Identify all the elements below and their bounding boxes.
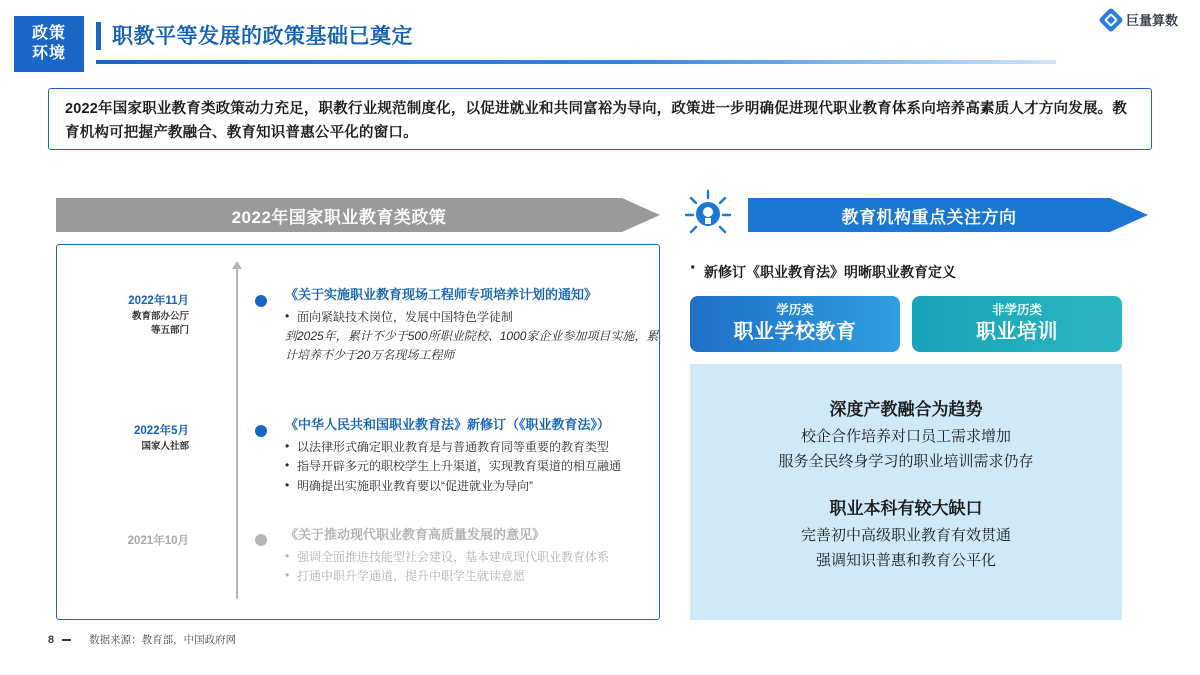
timeline-dot (255, 295, 267, 307)
source-note: 数据来源：教育部，中国政府网 (89, 634, 237, 646)
focus-panel-spacer (690, 475, 1122, 495)
timeline-bullet: • 指导开辟多元的职校学生上升渠道，实现教育渠道的相互融通 (285, 457, 669, 476)
footer (48, 632, 236, 647)
focus-block-line: 完善初中高级职业教育有效贯通 (800, 526, 1011, 544)
timeline-date-text: 2021年10月 (127, 535, 189, 547)
timeline-bullet: • 明确提出实施职业教育要以“促进就业为导向” (285, 477, 669, 496)
focus-block-line: 校企合作培养对口员工需求增加 (800, 428, 1011, 446)
timeline-dot (255, 534, 267, 546)
timeline-body (285, 285, 669, 364)
focus-block-heading: 深度产教融合为趋势 (829, 400, 983, 419)
focus-block-line: 强调知识普惠和教育公平化 (815, 551, 996, 569)
left-section-banner (56, 198, 660, 232)
title-underline (96, 60, 1056, 64)
brand-logo (1102, 10, 1178, 29)
timeline-dot (255, 425, 267, 437)
pill-subtitle: 学历类 (776, 303, 814, 318)
page-dash-icon (62, 639, 71, 641)
right-panel-bullet: · 新修订《职业教育法》明晰职业教育定义 (690, 262, 956, 282)
lightbulb-icon (682, 188, 734, 240)
timeline-org-line1: 国家人社部 (141, 441, 189, 453)
timeline-heading: 《中华人民共和国职业教育法》新修订（《职业教育法》） (285, 417, 611, 432)
focus-block-heading: 职业本科有较大缺口 (829, 498, 983, 518)
pill-title: 职业培训 (976, 320, 1058, 343)
pill-title: 职业学校教育 (733, 320, 857, 343)
diamond-logo-icon (1098, 7, 1123, 32)
timeline-bullet: • 以法律形式确定职业教育是与普通教育同等重要的教育类型 (285, 438, 669, 457)
category-pill-academic (690, 296, 900, 352)
focus-panel (690, 364, 1122, 620)
section-tag (14, 16, 84, 72)
timeline-body (285, 525, 669, 587)
timeline-bullet: • 面向紧缺技术岗位，发展中国特色学徒制 (285, 308, 669, 327)
right-banner-arrow-icon (1110, 198, 1148, 232)
timeline-date (81, 533, 189, 550)
timeline-bullets (285, 548, 669, 586)
right-banner-body (748, 198, 1110, 232)
timeline-date (81, 293, 189, 338)
summary-text: 2022年国家职业教育类政策动力充足，职教行业规范制度化，以促进就业和共同富裕为导向，政策进一步明确促进现代职业教育体系向培养高素质人才方向发展。教育机构可把握产教融合、教育知识普惠公平化的窗口。 (65, 101, 1128, 141)
focus-block-line: 服务全民终身学习的职业培训需求仍存 (778, 452, 1034, 470)
timeline-bullet: • 打通中职升学通道，提升中职学生就读意愿 (285, 567, 669, 586)
section-tag-line2: 环境 (31, 45, 66, 62)
timeline-bullet: • 强调全面推进技能型社会建设，基本建成现代职业教育体系 (285, 548, 669, 567)
left-banner-body (56, 198, 622, 232)
timeline-date (81, 423, 189, 454)
page-number: 8 (48, 633, 55, 646)
timeline-org-line1: 教育部办公厅 (131, 311, 189, 323)
page-title: 职教平等发展的政策基础已奠定 (112, 25, 413, 48)
timeline-body (285, 415, 669, 496)
timeline-bullets (285, 308, 669, 327)
timeline-org-line2: 等五部门 (150, 325, 189, 337)
pill-subtitle: 非学历类 (991, 303, 1042, 318)
timeline-heading: 《关于推动现代职业教育高质量发展的意见》 (285, 527, 546, 542)
timeline-bullets (285, 438, 669, 496)
right-section-banner (748, 198, 1148, 232)
timeline-axis (236, 267, 238, 599)
timeline-date-text: 2022年5月 (134, 425, 189, 437)
left-banner-label: 2022年国家职业教育类政策 (231, 207, 447, 227)
section-tag-line1: 政策 (31, 24, 66, 42)
timeline-note: 到2025年，累计不少于500所职业院校、1000家企业参加项目实施，累计培养不少于20万名现场工程师 (285, 329, 659, 362)
title-accent-bar (96, 22, 101, 50)
timeline-card (56, 244, 660, 620)
left-banner-arrow-icon (622, 198, 660, 232)
right-banner-label: 教育机构重点关注方向 (841, 207, 1017, 227)
category-pill-nonacademic (912, 296, 1122, 352)
summary-box (48, 88, 1152, 150)
timeline-date-text: 2022年11月 (128, 295, 189, 307)
timeline-heading: 《关于实施职业教育现场工程师专项培养计划的通知》 (285, 287, 598, 302)
brand-name: 巨量算数 (1125, 13, 1178, 28)
